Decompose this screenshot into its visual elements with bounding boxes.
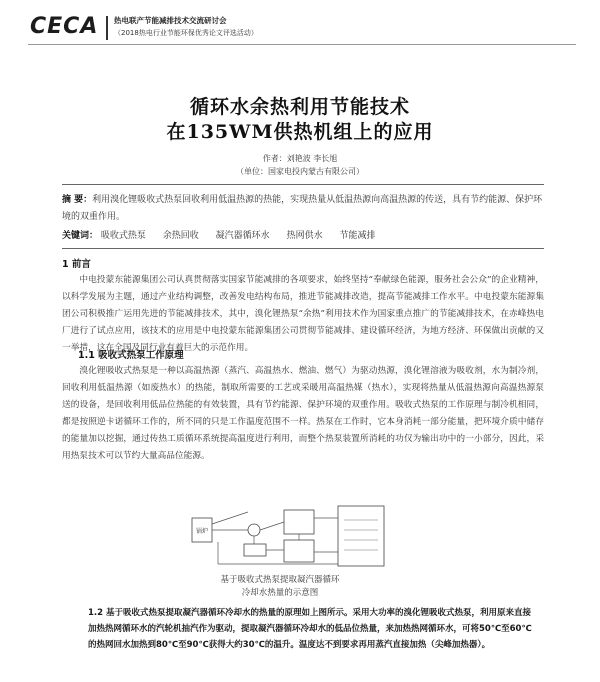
section-1-1-text: 溴化锂吸收式热泵是一种以高温热源（蒸汽、高温热水、燃油、燃气）为驱动热源，溴化锂溶液为吸收剂，水为制冷剂，回收利用低温热源（如废热水）的热能，制取所需要的工艺或采暖用高温热媒（热水），实现将热量从低温热源向高温热源泵送的设备，是回收利用低品位热能的有效装置，具有节约能源、保护环境的双重作用。吸收式热泵的工作原理与制冷机相同，都是按照逆卡诺循环工作的，所不同的只是工作温度范围不一样。热泵在工作时，它本身消耗一部分能量，把环境介质中储存的能量加以挖掘，通过传热工质循环系统提高温度进行利用，而整个热泵装置所消耗的功仅为输出功中的一小部分，因此，采用热泵技术可以节约大量高品位能源。 bbox=[62, 366, 544, 461]
section-1-1-heading: 1.1 吸收式热泵工作原理 bbox=[78, 350, 184, 361]
conference-name: 热电联产节能减排技术交流研讨会 bbox=[114, 16, 227, 25]
keywords-label: 关键词： bbox=[62, 231, 99, 241]
section-1-heading: 1 前言 bbox=[62, 259, 91, 270]
abstract-top-rule bbox=[62, 184, 544, 185]
keyword: 凝汽器循环水 bbox=[215, 231, 270, 241]
peak-heater-box bbox=[284, 540, 314, 562]
affiliation: （单位：国家电投内蒙古有限公司） bbox=[236, 167, 364, 176]
turbine bbox=[248, 524, 260, 536]
heat-pump-diagram bbox=[188, 500, 390, 572]
conference-header bbox=[28, 10, 578, 46]
section-1-2-text: 1.2 基于吸收式热泵提取凝汽器循环冷却水的热量的原理如上图所示。采用大功率的溴化锂吸收式热泵，利用原来直接加热热网循环水的汽轮机抽汽作为驱动，提取凝汽器循环冷却水的低品位热量，来加热热网循环水，可将50℃至60℃的热网回水加热到80℃至90℃获得大约30℃的温升。温度达不到要求再用蒸汽直接加热（尖峰加热器）。 bbox=[88, 608, 532, 650]
keyword: 节能减排 bbox=[339, 231, 376, 241]
ceca-logo: CECA bbox=[30, 14, 99, 39]
abstract-label: 摘 要： bbox=[62, 195, 93, 205]
figure-caption-line2: 冷却水热量的示意图 bbox=[241, 588, 319, 598]
conference-subtitle: （2018热电行业节能环保优秀论文评选活动） bbox=[114, 29, 258, 37]
keyword: 余热回收 bbox=[162, 231, 199, 241]
section-1-text: 中电投蒙东能源集团公司认真贯彻落实国家节能减排的各项要求，始终坚持“奉献绿色能源，服务社会公众”的企业精神，以科学发展为主题，通过产业结构调整，改善发电结构布局，推进节能减排改造，提高节能减排工作水平。中电投蒙东能源集团公司积极推广运用先进的节能减排技术，其中，溴化锂热泵“余热”利用技术作为国家重点推广的节能减排技术，在赤峰热电厂进行了试点应用，该技术的应用是中电投蒙东能源集团公司贯彻节能减排、建设循环经济，为地方经济、环保做出贡献的又一举措，这在全国及同行业有着巨大的示范作用。 bbox=[62, 275, 544, 353]
keywords bbox=[62, 228, 544, 241]
condenser-box bbox=[244, 544, 266, 556]
heat-network-box bbox=[338, 506, 384, 566]
authors: 作者：刘艳波 李长旭 bbox=[262, 154, 338, 163]
keywords-bottom-rule bbox=[62, 248, 544, 249]
abstract bbox=[62, 192, 544, 226]
keyword: 吸收式热泵 bbox=[100, 231, 146, 241]
header-divider bbox=[106, 16, 108, 40]
figure-caption-line1: 基于吸收式热泵提取凝汽器循环 bbox=[220, 575, 340, 585]
paper-title-line1: 循环水余热利用节能技术 bbox=[189, 96, 410, 118]
header-rule bbox=[28, 44, 576, 45]
abstract-text: 利用溴化锂吸收式热泵回收利用低温热源的热能，实现热量从低温热源向高温热源的传送，具有节约能源、保护环境的双重作用。 bbox=[62, 195, 543, 222]
heat-pump-box bbox=[284, 510, 314, 534]
boiler-label: 锅炉 bbox=[196, 528, 209, 535]
paper-title-line2: 在135WM供热机组上的应用 bbox=[166, 121, 434, 143]
keyword: 热网供水 bbox=[286, 231, 323, 241]
